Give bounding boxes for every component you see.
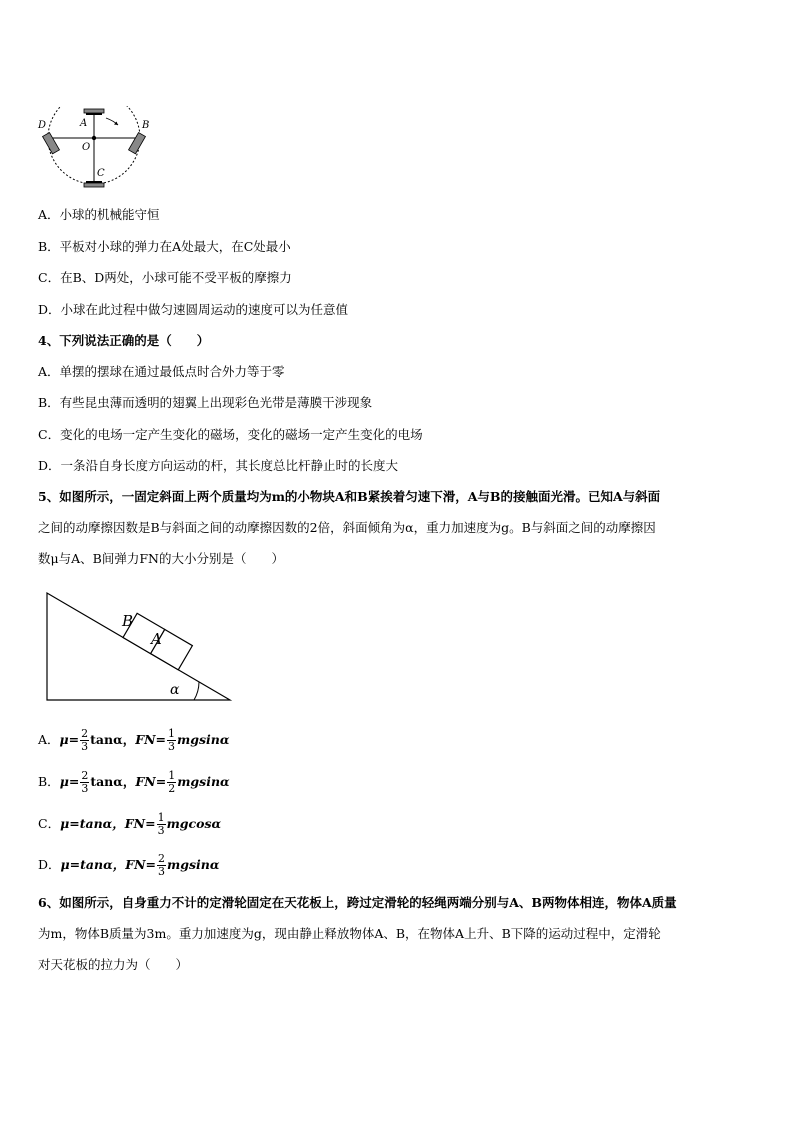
q5-stem-line-2: 之间的动摩擦因数是B与斜面之间的动摩擦因数的2倍，斜面倾角为α，重力加速度为g。B与斜面之间的动摩擦因 [38,520,656,535]
q4-option-a: A．单摆的摆球在通过最低点时合外力等于零 [38,364,285,379]
q5-option-b-f-frac [167,770,176,795]
q4-option-b: B．有些昆虫薄而透明的翅翼上出现彩色光带是薄膜干涉现象 [38,395,373,410]
q5-stem-line-1: 5、如图所示，一固定斜面上两个质量均为m的小物块A和B紧挨着匀速下滑，A与B的接触面光滑。已知A与斜面 [38,489,661,504]
angle-alpha-label: α [170,682,180,698]
q5-option-d-mu: μ=tanα， [60,857,126,872]
q5-option-b-f: FN= [135,774,167,789]
q5-option-a-mu: μ= [59,732,80,747]
q5-option-c-letter: C． [38,816,61,831]
q5-option-a-mu-den: 3 [81,740,89,753]
q5-option-d-f-den: 3 [158,865,166,878]
q3-option-b: B．平板对小球的弹力在A处最大，在C处最小 [38,239,291,254]
block-b-label: B [122,612,134,630]
label-c: C [97,168,105,179]
q5-option-a-mu-num: 2 [81,727,89,740]
q5-option-d-f-frac [157,853,166,878]
q4-option-c: C．变化的电场一定产生变化的磁场，变化的磁场一定产生变化的电场 [38,427,423,442]
incline-figure [44,590,234,704]
q5-option-b [38,770,230,795]
block-a-label: A [151,630,162,648]
q5-option-a-letter: A． [38,732,60,747]
q5-option-c-f: FN= [124,816,156,831]
q5-option-a-f-frac [167,728,176,753]
q5-stem-line-3: 数μ与A、B间弹力FN的大小分别是（ ） [38,551,284,566]
q5-option-a-f-den: 3 [168,740,176,753]
q4-stem: 4、下列说法正确的是（ ） [38,333,210,348]
q5-option-b-f-den: 2 [168,782,176,795]
label-d: D [38,120,47,131]
q6-stem-line-2: 为m，物体B质量为3m。重力加速度为g，现由静止释放物体A、B，在物体A上升、B下降的运动过程中，定滑轮 [38,926,661,941]
q5-option-b-letter: B． [38,774,60,789]
q5-option-c-f-frac [157,812,166,837]
q5-option-c-f-den: 3 [157,824,165,837]
q5-option-c [38,812,221,837]
q5-option-c-f-num: 1 [157,811,165,824]
q5-option-d-f-suffix: mgsinα [167,857,220,872]
q5-option-a-f-suffix: mgsinα [177,732,230,747]
q5-option-a-mu-suffix: tanα， [90,732,136,747]
q6-stem-line-3: 对天花板的拉力为（ ） [38,957,189,972]
q5-option-a-f: FN= [135,732,167,747]
q5-option-d-f-num: 2 [158,852,166,865]
q5-option-b-mu-suffix: tanα， [90,774,136,789]
q5-option-a-mu-frac [80,728,89,753]
q5-option-a-f-num: 1 [168,727,176,740]
q5-option-d-letter: D． [38,857,61,872]
q5-option-d-f: FN= [125,857,157,872]
q5-option-a [38,728,230,753]
q5-option-d [38,853,220,878]
q3-option-c: C．在B、D两处，小球可能不受平板的摩擦力 [38,270,292,285]
q5-option-b-f-num: 1 [168,769,176,782]
q5-option-b-mu-den: 3 [81,782,89,795]
q5-option-b-mu-num: 2 [81,769,89,782]
label-o: O [82,142,91,153]
q5-option-b-f-suffix: mgsinα [177,774,230,789]
label-a: A [80,118,88,129]
q6-stem-line-1: 6、如图所示，自身重力不计的定滑轮固定在天花板上，跨过定滑轮的轻绳两端分别与A、B两物体相连，物体A质量 [38,895,677,910]
q5-option-b-mu-frac [80,770,89,795]
q4-option-d: D．一条沿自身长度方向运动的杆，其长度总比杆静止时的长度大 [38,458,399,473]
label-b: B [142,120,150,131]
q3-option-a: A．小球的机械能守恒 [38,207,160,222]
circle-motion-diagram [30,106,165,194]
q5-option-c-mu: μ=tanα， [60,816,125,831]
q3-option-d: D．小球在此过程中做匀速圆周运动的速度可以为任意值 [38,302,349,317]
q5-option-c-f-suffix: mgcosα [166,816,222,831]
q5-option-b-mu: μ= [59,774,80,789]
